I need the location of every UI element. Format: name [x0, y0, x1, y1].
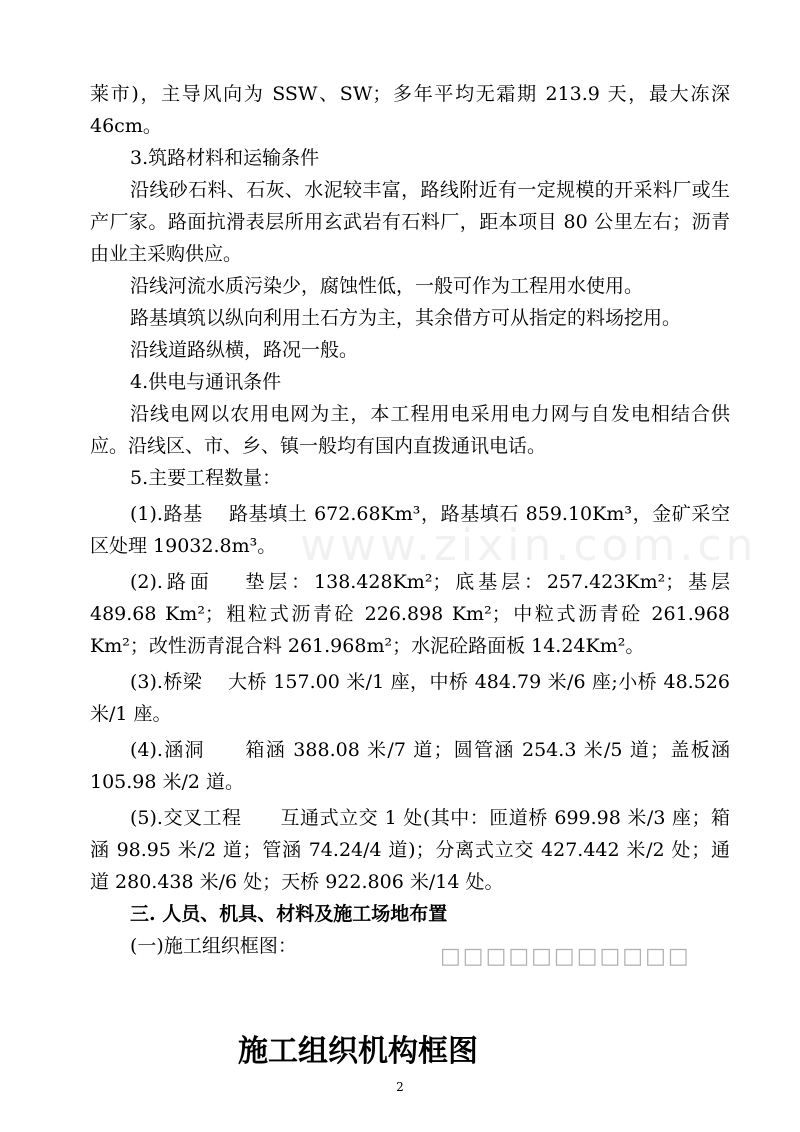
page-number: 2 — [396, 1080, 404, 1094]
watermark: www.zixin.com.cn — [300, 520, 758, 571]
section-heading: 3.筑路材料和运输条件 — [130, 147, 320, 169]
chart-title: 施工组织机构框图 — [238, 1034, 478, 1069]
paragraph: 沿线电网以农用电网为主，本工程用电采用电力网与自发电相结合供应。沿线区、市、乡、镇一般均有国内直拨通讯电话。 — [90, 403, 730, 457]
chapter-heading: 三. 人员、机具、材料及施工场地布置 — [130, 903, 448, 925]
sub-heading: (一)施工组织框图： — [130, 935, 297, 957]
paragraph: 路基填筑以纵向利用土石方为主，其余借方可从指定的料场挖用。 — [130, 307, 682, 329]
quantity-bridges: (3).桥梁 大桥 157.00 米/1 座，中桥 484.79 米/6 座;小桥 48.526 米/1 座。 — [90, 671, 730, 725]
paragraph: 沿线砂石料、石灰、水泥较丰富，路线附近有一定规模的开采料厂或生产厂家。路面抗滑表层所用玄武岩有石料厂，距本项目 80 公里左右；沥青由业主采购供应。 — [90, 179, 730, 265]
paragraph: 沿线道路纵横，路况一般。 — [130, 339, 359, 361]
quantity-roadbed: (1).路基 路基填土 672.68Km³，路基填石 859.10Km³，金矿采空区处理 19032.8m³。 — [90, 503, 730, 557]
quantity-culverts: (4).涵洞 箱涵 388.08 米/7 道；圆管涵 254.3 米/5 道；盖板涵 105.98 米/2 道。 — [90, 739, 730, 793]
missing-glyph-boxes: □□□□□□□□□□□ — [440, 944, 691, 969]
section-heading: 4.供电与通讯条件 — [130, 371, 282, 393]
quantity-interchanges: (5).交叉工程 互通式立交 1 处(其中：匝道桥 699.98 米/3 座；箱涵 98.95 米/2 道；管涵 74.24/4 道)；分离式立交 427.442 米/2 处；通道 280.438 米/6 处；天桥 922.806 米/14 处。 — [90, 807, 730, 893]
quantity-pavement: (2).路面 垫层：138.428Km²；底基层：257.423Km²；基层 489.68 Km²；粗粒式沥青砼 226.898 Km²；中粒式沥青砼 261.968 Km²；改性沥青混合料 261.968m²；水泥砼路面板 14.24Km²。 — [90, 571, 730, 657]
text-line: 莱市)，主导风向为 SSW、SW；多年平均无霜期 213.9 天，最大冻深 46cm。 — [90, 83, 730, 137]
section-heading: 5.主要工程数量： — [130, 467, 282, 489]
paragraph: 沿线河流水质污染少，腐蚀性低，一般可作为工程用水使用。 — [130, 275, 644, 297]
